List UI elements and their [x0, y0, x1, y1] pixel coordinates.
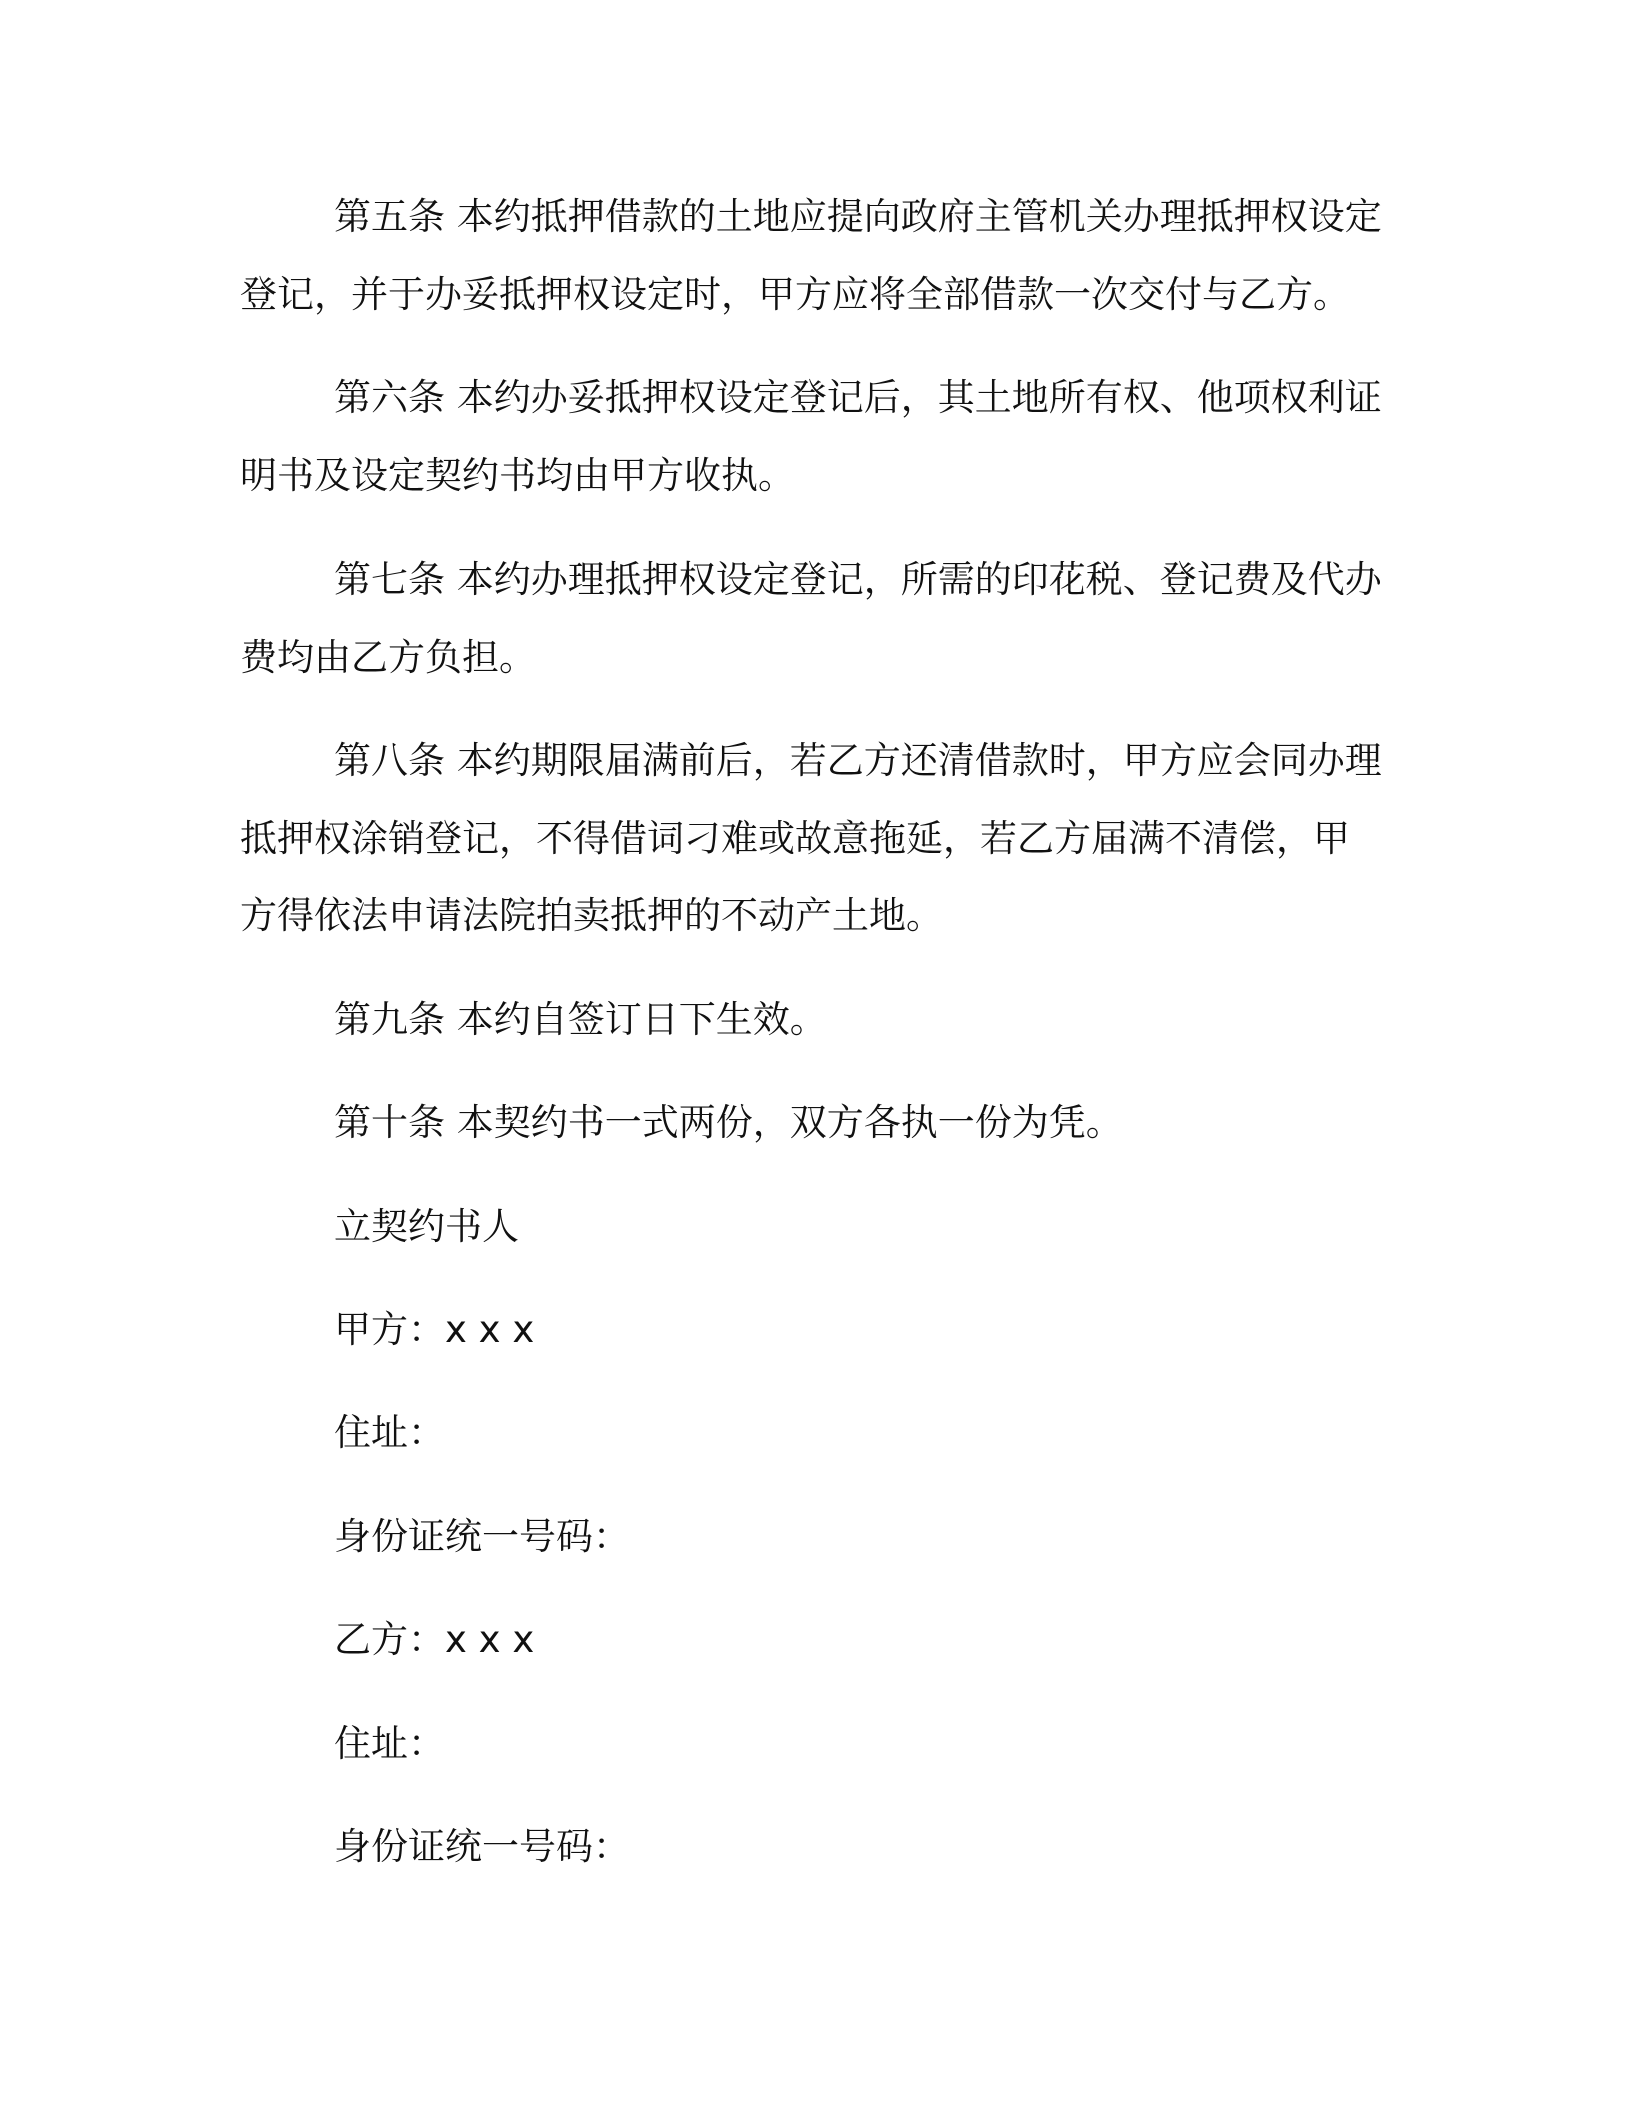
party-a-address: 住址： — [334, 1411, 445, 1454]
party-b-address: 住址： — [334, 1722, 445, 1765]
article-5-line-2: 登记，并于办妥抵押权设定时，甲方应将全部借款一次交付与乙方。 — [240, 273, 1350, 316]
party-b-name: 乙方：x x x — [334, 1618, 535, 1661]
article-6-line-2: 明书及设定契约书均由甲方收执。 — [240, 454, 795, 497]
party-a-name: 甲方：x x x — [334, 1308, 535, 1351]
party-a-id-number: 身份证统一号码： — [334, 1515, 630, 1558]
article-5-line-1: 第五条 本约抵押借款的土地应提向政府主管机关办理抵押权设定 — [334, 195, 1382, 238]
article-7-line-2: 费均由乙方负担。 — [240, 636, 536, 679]
article-8-line-3: 方得依法申请法院拍卖抵押的不动产土地。 — [240, 894, 943, 937]
signatories-heading: 立契约书人 — [334, 1205, 519, 1248]
article-7-line-1: 第七条 本约办理抵押权设定登记，所需的印花税、登记费及代办 — [334, 558, 1382, 601]
party-b-id-number: 身份证统一号码： — [334, 1825, 630, 1868]
article-8-line-1: 第八条 本约期限届满前后，若乙方还清借款时，甲方应会同办理 — [334, 739, 1382, 782]
article-10: 第十条 本契约书一式两份，双方各执一份为凭。 — [334, 1101, 1123, 1144]
article-8-line-2: 抵押权涂销登记，不得借词刁难或故意拖延，若乙方届满不清偿，甲 — [240, 817, 1350, 860]
article-9: 第九条 本约自签订日下生效。 — [334, 998, 827, 1041]
article-6-line-1: 第六条 本约办妥抵押权设定登记后，其土地所有权、他项权利证 — [334, 376, 1382, 419]
